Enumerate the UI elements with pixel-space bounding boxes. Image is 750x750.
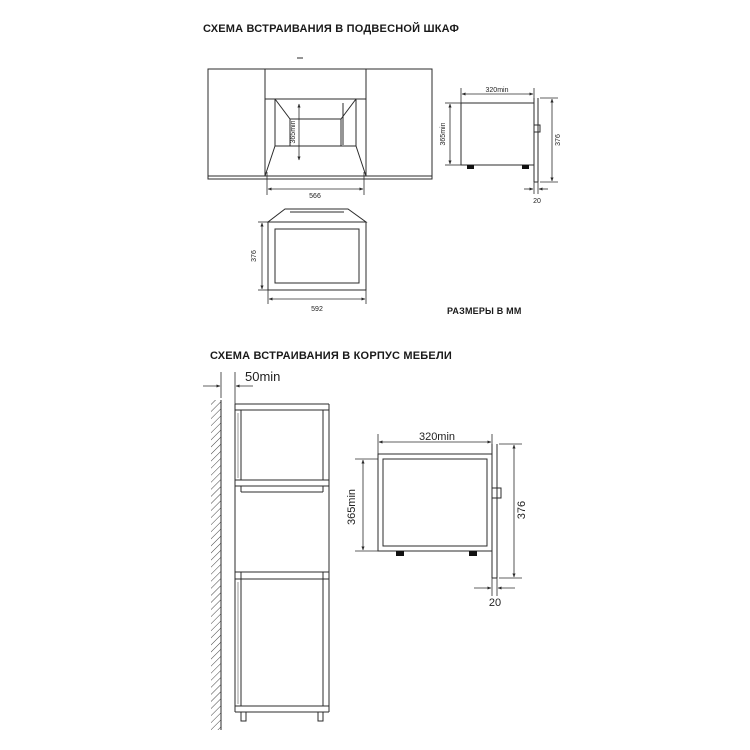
side-view-top <box>461 98 540 182</box>
dim-label-376-top: 376 <box>555 134 562 146</box>
dim-376-front <box>258 222 268 290</box>
side-view-bottom <box>378 444 501 578</box>
title-wall-cabinet: СХЕМА ВСТРАИВАНИЯ В ПОДВЕСНОЙ ШКАФ <box>203 23 460 35</box>
furniture-body <box>235 404 329 721</box>
dim-label-20-top: 20 <box>533 198 541 205</box>
dim-label-365min-top: 365min <box>440 122 447 146</box>
dim-label-50min: 50min <box>245 369 281 384</box>
dim-365min-front <box>290 104 299 160</box>
dim-label-320min-top: 320min <box>485 87 509 94</box>
dim-label-566: 566 <box>309 193 321 200</box>
dim-label-376-bottom: 376 <box>516 500 528 520</box>
dim-20-bottom <box>474 578 515 596</box>
front-panel-view <box>268 209 366 290</box>
dim-label-20-bottom: 20 <box>488 597 502 609</box>
dim-label-365min-bottom: 365min <box>346 488 358 526</box>
title-furniture-body: СХЕМА ВСТРАИВАНИЯ В КОРПУС МЕБЕЛИ <box>210 350 452 362</box>
dim-592 <box>268 290 366 304</box>
wall-cabinet-front-view <box>208 58 432 179</box>
dim-label-320min-bottom: 320min <box>418 431 456 443</box>
dim-label-365min-front: 365min <box>290 120 297 144</box>
dim-365min-top <box>445 103 461 165</box>
dim-label-592: 592 <box>311 306 323 313</box>
dim-365min-bottom <box>355 459 378 551</box>
dim-label-376-front: 376 <box>251 250 258 262</box>
wall-hatching <box>211 400 221 730</box>
title-dimensions-note: РАЗМЕРЫ В ММ <box>447 306 522 316</box>
dim-20-top <box>524 182 548 194</box>
